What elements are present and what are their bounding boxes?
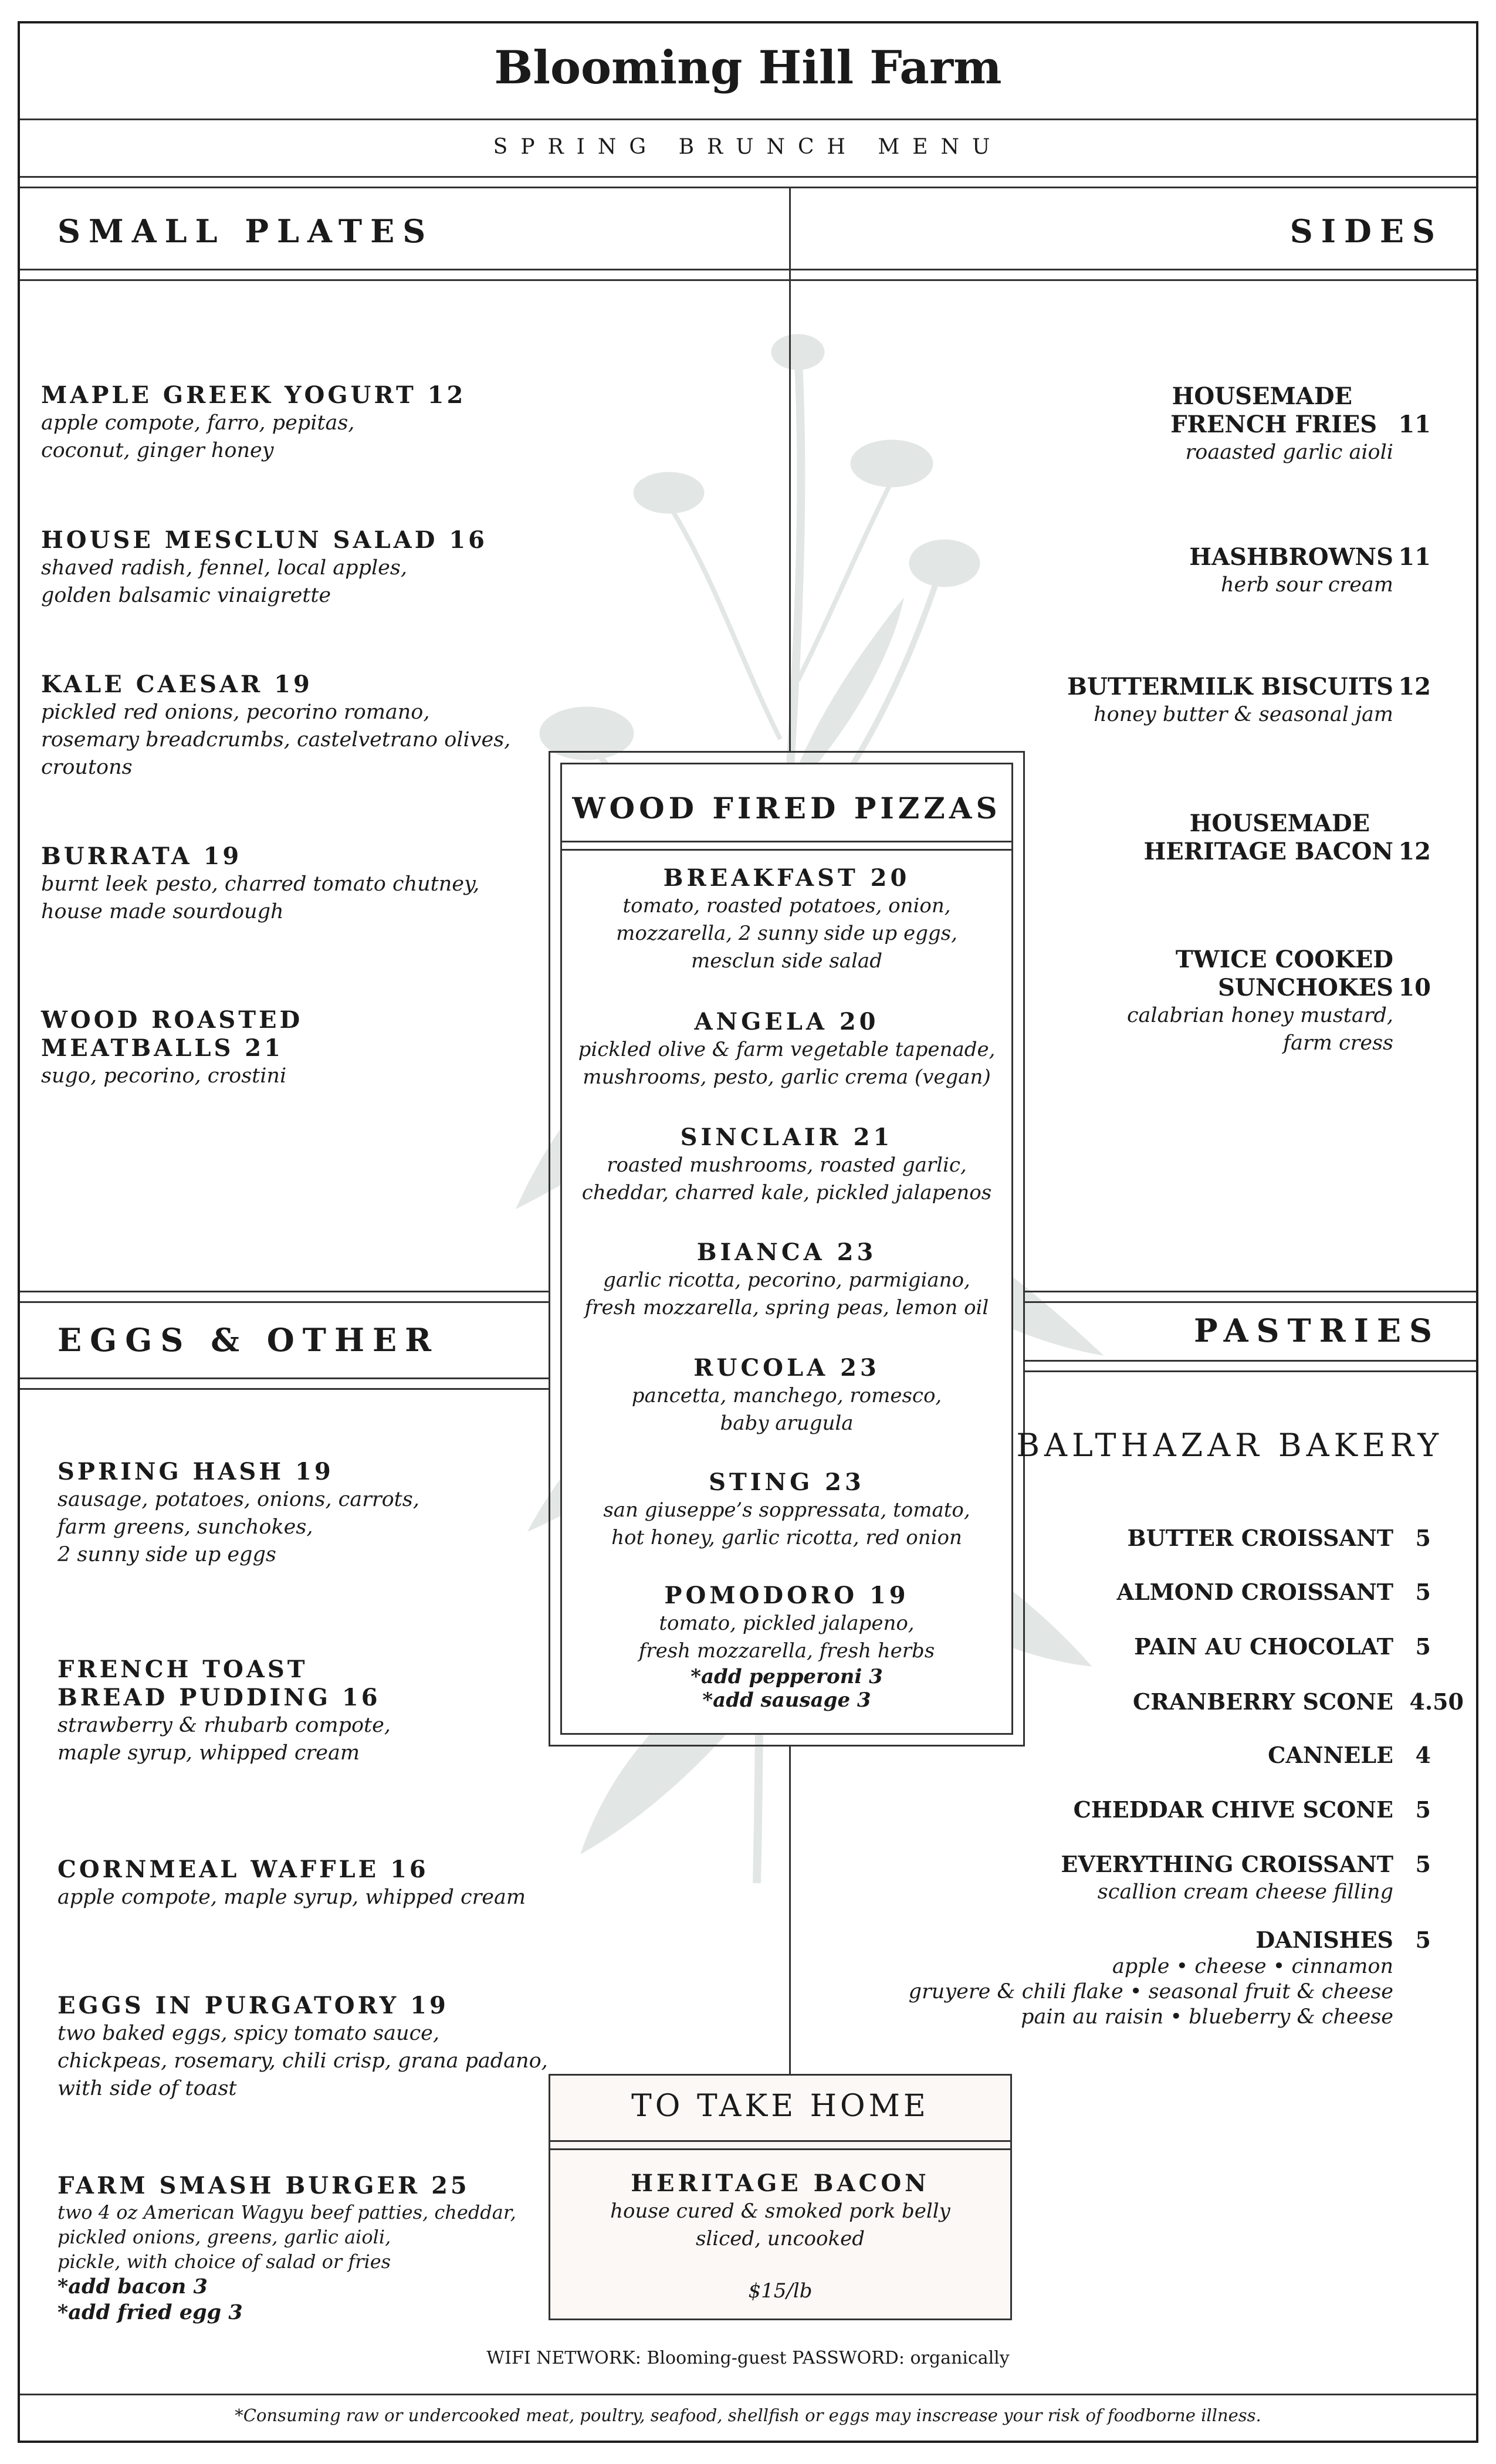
item-desc: sliced, uncooked <box>695 2227 865 2250</box>
item-desc: roaasted garlic aioli <box>1185 441 1393 464</box>
item-desc: tomato, pickled jalapeno, <box>659 1612 915 1635</box>
item-desc: pickle, with choice of salad or fries <box>57 2250 391 2273</box>
item-price: 4.50 <box>1409 1688 1464 1715</box>
item-desc: pickled olive & farm vegetable tapenade, <box>578 1038 996 1061</box>
bakery-name: BALTHAZAR BAKERY <box>1016 1427 1443 1464</box>
pastry-item <box>865 1524 1431 1552</box>
wifi-info: WIFI NETWORK: Blooming-guest PASSWORD: organically <box>486 2348 1010 2368</box>
menu-item <box>57 1992 550 2103</box>
item-desc: tomato, roasted potatoes, onion, <box>622 894 951 918</box>
item-desc: two 4 oz American Wagyu beef patties, cheddar, <box>57 2201 516 2223</box>
item-name: EGGS IN PURGATORY 19 <box>57 1992 449 2019</box>
item-name-text: SUNCHOKES <box>1218 974 1393 1001</box>
item-name: FRENCH TOAST <box>57 1656 308 1683</box>
item-desc: apple compote, maple syrup, whipped cream <box>57 1886 526 1909</box>
divider <box>20 279 1476 281</box>
item-desc: apple • cheese • cinnamon <box>1112 1955 1393 1978</box>
item-name-text: HASHBROWNS <box>1189 543 1393 571</box>
pastry-item <box>865 1741 1431 1769</box>
item-price: 5 <box>1415 1579 1431 1605</box>
divider <box>1024 1301 1476 1303</box>
item-desc: cheddar, charred kale, pickled jalapenos <box>581 1181 992 1204</box>
pizza-item <box>562 864 1011 975</box>
item-desc: pancetta, manchego, romesco, <box>631 1384 942 1407</box>
pizza-item <box>562 1123 1011 1207</box>
item-desc: scallion cream cheese filling <box>1097 1880 1393 1904</box>
item-desc: maple syrup, whipped cream <box>57 1741 360 1765</box>
item-name <box>983 543 1431 571</box>
item-name: BIANCA 23 <box>696 1238 877 1266</box>
item-desc: 2 sunny side up eggs <box>57 1543 276 1566</box>
item-name: CANNELE <box>1268 1742 1393 1768</box>
item-desc: golden balsamic vinaigrette <box>41 584 331 607</box>
item-name: STING 23 <box>709 1468 865 1496</box>
item-desc: honey butter & seasonal jam <box>1094 703 1393 726</box>
item-price: 5 <box>1415 1525 1431 1551</box>
item-desc: pain au raisin • blueberry & cheese <box>1021 2005 1393 2029</box>
divider <box>1024 1291 1476 1292</box>
item-price: 11 <box>1398 411 1431 438</box>
item-name: MAPLE GREEK YOGURT 12 <box>41 381 466 409</box>
item-desc: calabrian honey mustard, <box>1126 1004 1393 1027</box>
take-home-item <box>550 2169 1010 2305</box>
item-desc: two baked eggs, spicy tomato sauce, <box>57 2022 440 2045</box>
item-price: 12 <box>1398 673 1431 700</box>
menu-item <box>41 842 546 926</box>
item-desc: chickpeas, rosemary, chili crisp, grana padano, <box>57 2049 548 2073</box>
item-name <box>983 411 1431 439</box>
menu-item <box>41 381 546 465</box>
item-name: KALE CAESAR 19 <box>41 671 313 698</box>
item-desc: fresh mozzarella, spring peas, lemon oil <box>584 1296 989 1319</box>
menu-subtitle: SPRING BRUNCH MENU <box>493 135 1003 159</box>
item-name-text: BUTTERMILK BISCUITS <box>1067 673 1393 700</box>
take-home-box <box>549 2074 1012 2320</box>
menu-item <box>983 543 1431 599</box>
item-desc: mushrooms, pesto, garlic crema (vegan) <box>583 1065 991 1089</box>
item-desc: with side of toast <box>57 2077 237 2100</box>
menu-item <box>57 1458 550 1569</box>
menu-item <box>983 810 1431 866</box>
divider <box>20 2394 1476 2395</box>
restaurant-title: Blooming Hill Farm <box>494 41 1002 94</box>
item-price: 4 <box>1415 1742 1431 1768</box>
item-desc: farm greens, sunchokes, <box>57 1515 313 1539</box>
item-price: 5 <box>1415 1633 1431 1660</box>
pizza-item <box>562 1238 1011 1322</box>
section-title-eggs-other: EGGS & OTHER <box>57 1321 440 1359</box>
item-name: HERITAGE BACON <box>631 2169 930 2197</box>
item-desc: roasted mushrooms, roasted garlic, <box>607 1153 967 1177</box>
pastry-item <box>807 1926 1431 2030</box>
item-name: POMODORO 19 <box>664 1582 909 1609</box>
center-divider <box>789 1747 791 2074</box>
menu-item <box>41 1006 546 1090</box>
item-desc: house cured & smoked pork belly <box>610 2199 950 2223</box>
item-price: 10 <box>1398 974 1431 1001</box>
item-name: BREAD PUDDING 16 <box>57 1684 381 1711</box>
menu-item <box>57 2172 550 2326</box>
menu-item <box>57 1656 550 1767</box>
item-desc: burnt leek pesto, charred tomato chutney, <box>41 872 480 896</box>
item-desc: strawberry & rhubarb compote, <box>57 1714 391 1737</box>
section-title-pizzas: WOOD FIRED PIZZAS <box>572 791 1001 825</box>
item-desc: shaved radish, fennel, local apples, <box>41 556 407 580</box>
pastry-item <box>865 1850 1431 1906</box>
item-name: SINCLAIR 21 <box>680 1123 893 1151</box>
disclaimer: *Consuming raw or undercooked meat, poultry, seafood, shellfish or eggs may inscrease your risk of foodborne illness. <box>235 2405 1261 2425</box>
item-name: EVERYTHING CROISSANT <box>1061 1851 1393 1877</box>
divider <box>20 176 1476 178</box>
pastry-item <box>865 1688 1464 1716</box>
section-title-sides: SIDES <box>1289 212 1443 250</box>
item-name: BREAKFAST 20 <box>663 864 911 892</box>
item-name: ANGELA 20 <box>694 1008 879 1035</box>
item-name: SPRING HASH 19 <box>57 1458 334 1485</box>
item-desc: mozzarella, 2 sunny side up eggs, <box>616 922 957 945</box>
item-price: 11 <box>1398 543 1431 571</box>
item-name: BUTTER CROISSANT <box>1127 1525 1393 1551</box>
menu-item <box>57 1856 550 1911</box>
divider <box>20 119 1476 120</box>
item-name: PAIN AU CHOCOLAT <box>1134 1633 1393 1660</box>
item-name: CHEDDAR CHIVE SCONE <box>1073 1796 1393 1823</box>
section-title-take-home: TO TAKE HOME <box>631 2089 929 2124</box>
item-desc: coconut, ginger honey <box>41 439 274 462</box>
item-name: HOUSE MESCLUN SALAD 16 <box>41 526 488 554</box>
item-name <box>983 838 1431 866</box>
menu-item <box>41 671 546 781</box>
divider <box>1024 1370 1476 1372</box>
item-name-text: FRENCH FRIES <box>1170 411 1377 438</box>
item-desc: apple compote, farro, pepitas, <box>41 411 355 435</box>
divider <box>550 2148 1010 2150</box>
item-name: CRANBERRY SCONE <box>1133 1688 1393 1715</box>
item-price: 5 <box>1415 1927 1431 1953</box>
item-name: DANISHES <box>1255 1927 1393 1953</box>
divider <box>20 1301 550 1303</box>
item-desc: gruyere & chili flake • seasonal fruit & cheese <box>908 1980 1393 2003</box>
divider <box>1024 1360 1476 1362</box>
item-name: RUCOLA 23 <box>693 1354 880 1382</box>
item-desc: croutons <box>41 756 133 779</box>
menu-item <box>41 526 546 610</box>
item-name: WOOD ROASTED <box>41 1006 303 1034</box>
item-name: FARM SMASH BURGER 25 <box>57 2172 470 2199</box>
item-name: BURRATA 19 <box>41 842 242 870</box>
item-name: HOUSEMADE <box>1189 810 1370 837</box>
item-name: HOUSEMADE <box>1172 383 1352 410</box>
item-name: ALMOND CROISSANT <box>1116 1579 1393 1605</box>
item-desc: rosemary breadcrumbs, castelvetrano olives, <box>41 728 511 752</box>
item-name <box>983 673 1431 701</box>
item-name: CORNMEAL WAFFLE 16 <box>57 1856 429 1883</box>
item-desc: san giuseppe’s soppressata, tomato, <box>603 1498 970 1522</box>
menu-item <box>983 383 1431 466</box>
pastry-item <box>865 1578 1431 1606</box>
divider <box>20 1377 550 1379</box>
menu-item <box>983 946 1431 1057</box>
item-price: 5 <box>1415 1851 1431 1877</box>
divider <box>20 1291 550 1292</box>
item-name: MEATBALLS 21 <box>41 1034 283 1062</box>
divider <box>562 849 1011 851</box>
item-desc: herb sour cream <box>1220 573 1393 597</box>
item-name-text: HERITAGE BACON <box>1143 838 1393 865</box>
item-desc: hot honey, garlic ricotta, red onion <box>611 1526 962 1549</box>
menu-item <box>983 673 1431 729</box>
divider <box>562 841 1011 842</box>
divider <box>20 187 1476 188</box>
item-desc: garlic ricotta, pecorino, parmigiano, <box>603 1268 970 1292</box>
divider <box>20 1388 550 1390</box>
pastry-item <box>865 1633 1431 1661</box>
item-addon: *add pepperoni 3 <box>691 1665 883 1688</box>
item-desc: sausage, potatoes, onions, carrots, <box>57 1488 419 1511</box>
item-desc: house made sourdough <box>41 900 284 923</box>
divider <box>20 269 1476 270</box>
pizza-item <box>562 1354 1011 1437</box>
item-desc: fresh mozzarella, fresh herbs <box>638 1639 935 1663</box>
item-desc: pickled red onions, pecorino romano, <box>41 700 430 724</box>
section-title-pastries: PASTRIES <box>1193 1312 1440 1349</box>
item-addon: *add sausage 3 <box>702 1688 871 1712</box>
item-price: $15/lb <box>748 2279 813 2303</box>
item-addon: *add bacon 3 <box>57 2275 208 2299</box>
section-title-small-plates: SMALL PLATES <box>57 212 434 250</box>
item-desc: sugo, pecorino, crostini <box>41 1064 287 1088</box>
center-divider <box>789 187 791 751</box>
pastry-item <box>865 1796 1431 1824</box>
pizza-item <box>562 1008 1011 1091</box>
item-price: 12 <box>1398 838 1431 865</box>
item-name <box>983 974 1431 1002</box>
item-desc: farm cress <box>1283 1031 1393 1055</box>
item-price: 5 <box>1415 1796 1431 1823</box>
item-name: TWICE COOKED <box>1175 946 1393 973</box>
divider <box>550 2140 1010 2142</box>
item-desc: baby arugula <box>720 1412 854 1435</box>
item-desc: mesclun side salad <box>691 949 882 973</box>
item-desc: pickled onions, greens, garlic aioli, <box>57 2226 391 2248</box>
item-addon: *add fried egg 3 <box>57 2300 243 2324</box>
